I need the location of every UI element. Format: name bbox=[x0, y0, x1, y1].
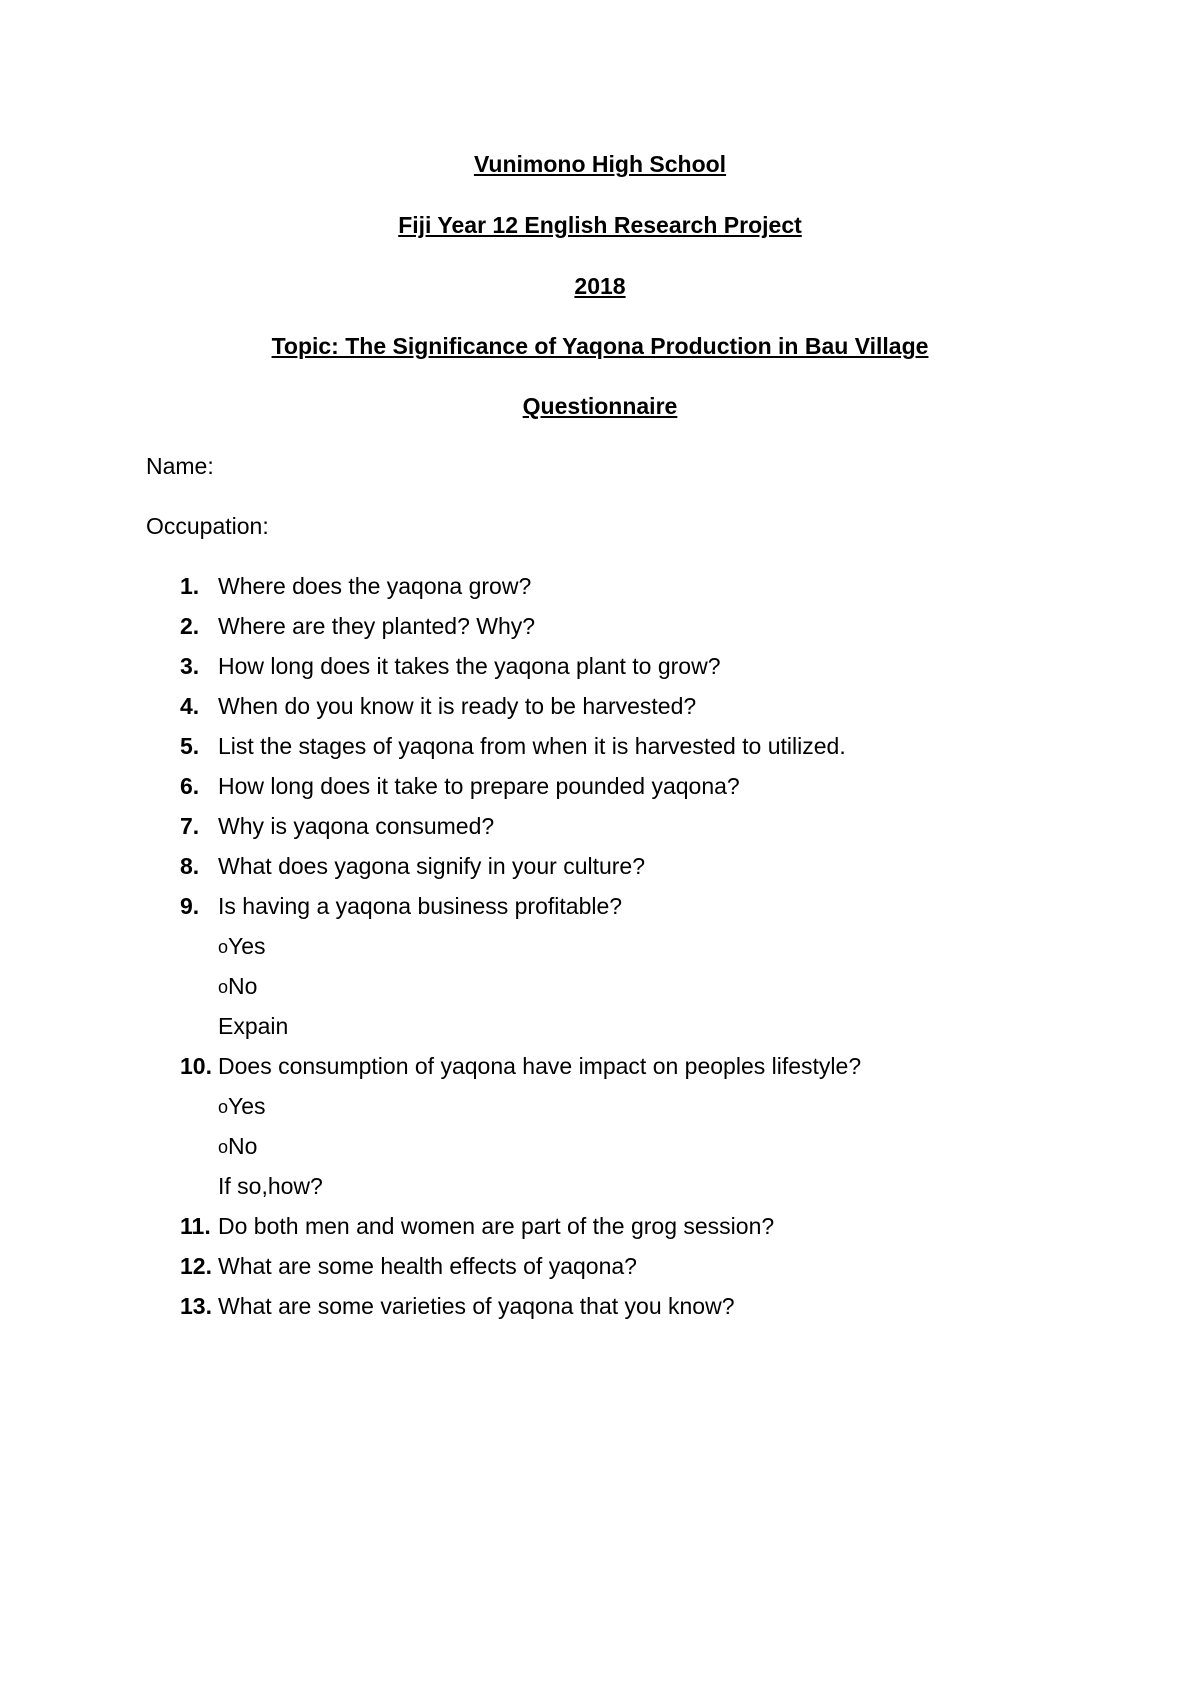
q9-follow-up: Expain bbox=[218, 1013, 289, 1039]
question-number: 6. bbox=[180, 773, 200, 799]
question-text: How long does it take to prepare pounded yaqona? bbox=[218, 773, 740, 799]
question-text: How long does it takes the yaqona plant to grow? bbox=[218, 653, 721, 679]
question-5 bbox=[180, 731, 846, 761]
question-number: 5. bbox=[180, 733, 200, 759]
question-text: Where does the yaqona grow? bbox=[218, 573, 532, 599]
question-text: Does consumption of yaqona have impact on peoples lifestyle? bbox=[218, 1053, 862, 1079]
question-text: What does yagona signify in your culture? bbox=[218, 853, 646, 879]
occupation-label: Occupation: bbox=[146, 513, 269, 539]
question-7 bbox=[180, 811, 494, 841]
radio-circle-icon: o bbox=[218, 977, 229, 997]
question-3 bbox=[180, 651, 721, 681]
question-number: 3. bbox=[180, 653, 200, 679]
question-13 bbox=[180, 1291, 735, 1321]
question-number: 4. bbox=[180, 693, 200, 719]
option-label: Yes bbox=[228, 933, 266, 959]
question-11 bbox=[180, 1211, 774, 1241]
radio-circle-icon: o bbox=[218, 937, 229, 957]
radio-circle-icon: o bbox=[218, 1137, 229, 1157]
project-title: Fiji Year 12 English Research Project bbox=[398, 212, 802, 238]
question-number: 2. bbox=[180, 613, 200, 639]
year-title: 2018 bbox=[574, 273, 626, 299]
question-number: 10. bbox=[180, 1053, 212, 1079]
q10-option-yes bbox=[218, 1091, 266, 1122]
questionnaire-title: Questionnaire bbox=[522, 393, 678, 419]
question-text: Is having a yaqona business profitable? bbox=[218, 893, 623, 919]
question-text: What are some varieties of yaqona that you know? bbox=[218, 1293, 735, 1319]
question-10 bbox=[180, 1051, 861, 1081]
q10-follow-up: If so,how? bbox=[218, 1173, 323, 1199]
question-number: 12. bbox=[180, 1253, 212, 1279]
question-number: 9. bbox=[180, 893, 200, 919]
question-9 bbox=[180, 891, 622, 921]
name-label: Name: bbox=[146, 453, 214, 479]
question-text: List the stages of yaqona from when it is harvested to utilized. bbox=[218, 733, 846, 759]
question-8 bbox=[180, 851, 645, 881]
school-title: Vunimono High School bbox=[473, 151, 727, 177]
question-text: Where are they planted? Why? bbox=[218, 613, 536, 639]
option-label: Yes bbox=[228, 1093, 266, 1119]
question-text: What are some health effects of yaqona? bbox=[218, 1253, 637, 1279]
question-12 bbox=[180, 1251, 637, 1281]
question-text: Why is yaqona consumed? bbox=[218, 813, 495, 839]
radio-circle-icon: o bbox=[218, 1097, 229, 1117]
question-1 bbox=[180, 571, 531, 601]
question-6 bbox=[180, 771, 740, 801]
question-number: 11. bbox=[180, 1213, 211, 1239]
question-number: 13. bbox=[180, 1293, 212, 1319]
option-label: No bbox=[228, 1133, 258, 1159]
option-label: No bbox=[228, 973, 258, 999]
question-2 bbox=[180, 611, 535, 641]
question-text: Do both men and women are part of the grog session? bbox=[218, 1213, 775, 1239]
topic-title: Topic: The Significance of Yaqona Production in Bau Village bbox=[271, 333, 929, 359]
question-number: 1. bbox=[180, 573, 200, 599]
question-number: 8. bbox=[180, 853, 200, 879]
question-4 bbox=[180, 691, 696, 721]
q9-option-no bbox=[218, 971, 257, 1002]
question-text: When do you know it is ready to be harvested? bbox=[218, 693, 697, 719]
q9-option-yes bbox=[218, 931, 266, 962]
question-number: 7. bbox=[180, 813, 200, 839]
q10-option-no bbox=[218, 1131, 257, 1162]
